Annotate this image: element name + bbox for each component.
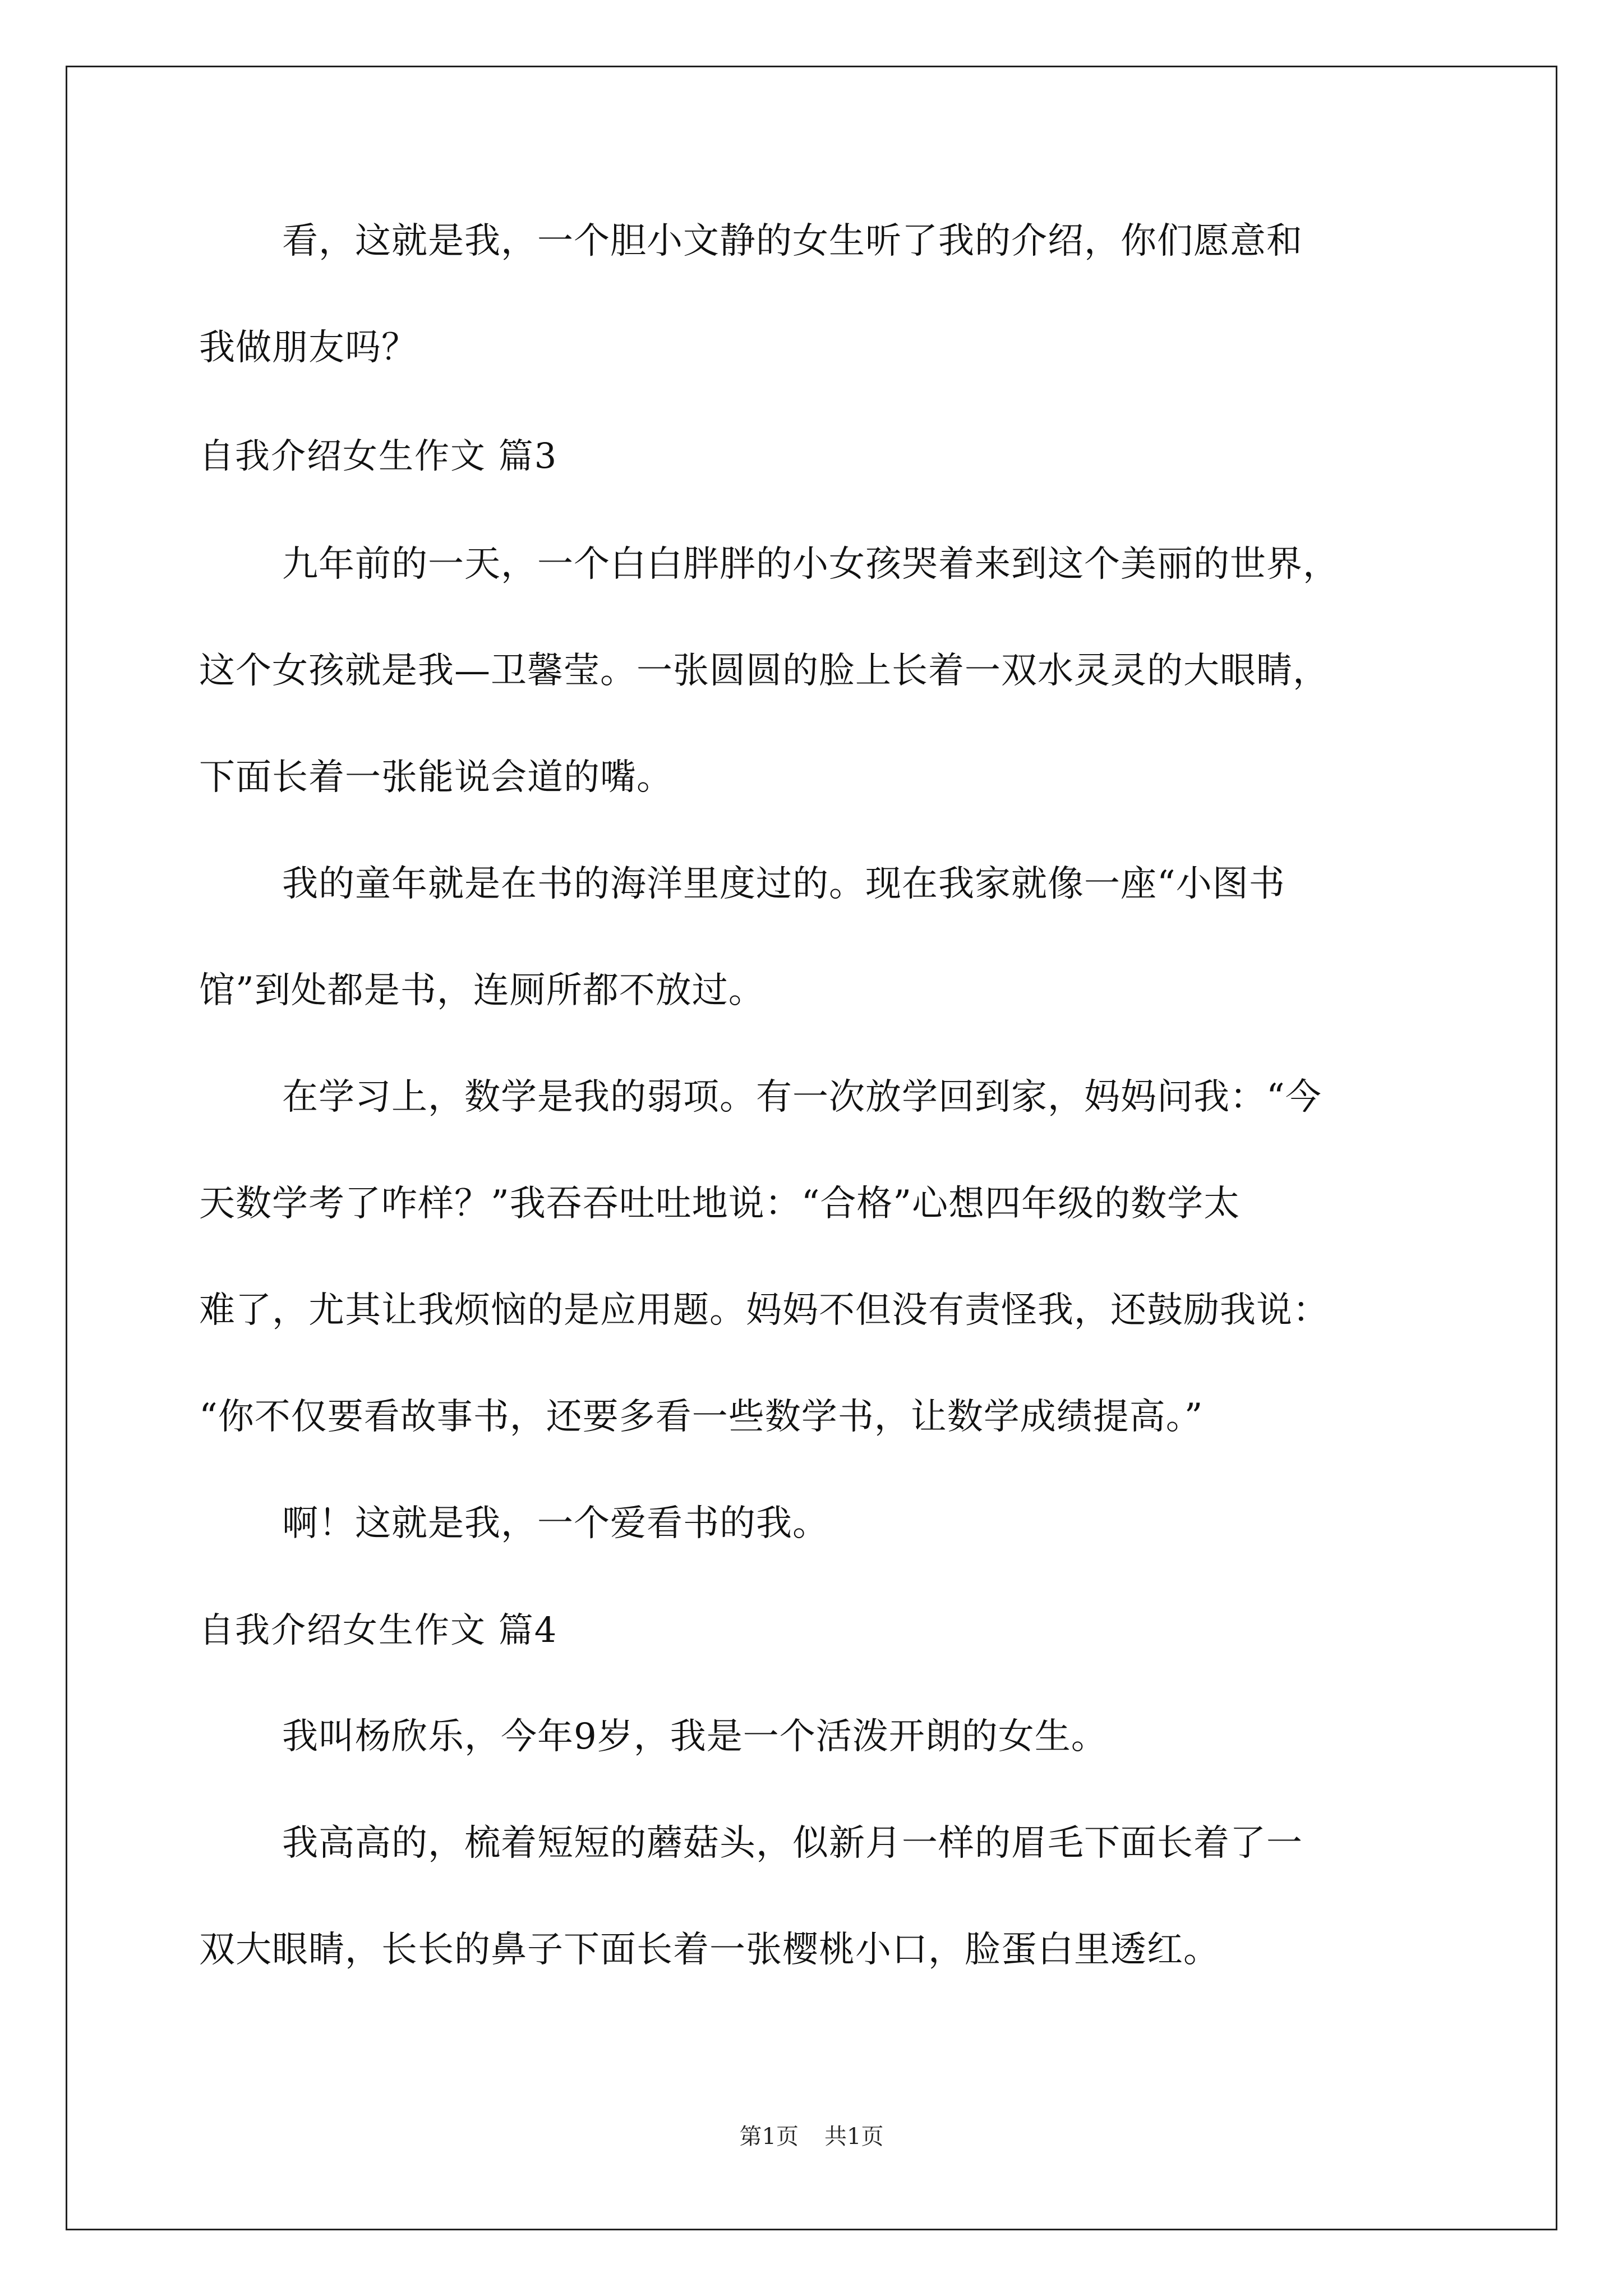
- paragraph-line: 在学习上，数学是我的弱项。有一次放学回到家，妈妈问我：“今: [282, 1076, 1322, 1118]
- paragraph-line: 这个女孩就是我—卫馨莹。一张圆圆的脸上长着一双水灵灵的大眼睛，: [199, 650, 1329, 692]
- page-number-current: 第1页: [739, 2124, 799, 2150]
- paragraph-line: 难了，尤其让我烦恼的是应用题。妈妈不但没有责怪我，还鼓励我说：: [199, 1290, 1329, 1331]
- paragraph-line: 我做朋友吗？: [199, 327, 418, 369]
- section-heading: 自我介绍女生作文 篇4: [199, 1609, 558, 1650]
- paragraph-line: 馆”到处都是书，连厕所都不放过。: [199, 970, 765, 1011]
- paragraph-line: 我高高的，梳着短短的蘑菇头，似新月一样的眉毛下面长着了一: [282, 1823, 1303, 1864]
- paragraph-line: 我的童年就是在书的海洋里度过的。现在我家就像一座“小图书: [282, 863, 1285, 905]
- paragraph-line: 看，这就是我，一个胆小文静的女生听了我的介绍，你们愿意和: [282, 220, 1303, 262]
- page-footer: [0, 2123, 1623, 2151]
- paragraph-line: 双大眼睛，长长的鼻子下面长着一张樱桃小口，脸蛋白里透红。: [199, 1929, 1220, 1971]
- section-heading: 自我介绍女生作文 篇3: [199, 435, 558, 476]
- paragraph-line: 下面长着一张能说会道的嘴。: [199, 757, 673, 798]
- paragraph-line: 九年前的一天，一个白白胖胖的小女孩哭着来到这个美丽的世界，: [282, 544, 1339, 585]
- paragraph-line: 天数学考了咋样？”我吞吞吐吐地说：“合格”心想四年级的数学太: [199, 1183, 1241, 1225]
- page-number-total: 共1页: [824, 2124, 884, 2150]
- page-border: [66, 66, 1557, 2230]
- paragraph-line: 啊！这就是我，一个爱看书的我。: [282, 1503, 829, 1544]
- paragraph-line: 我叫杨欣乐，今年9岁，我是一个活泼开朗的女生。: [282, 1716, 1108, 1757]
- paragraph-line: “你不仅要看故事书，还要多看一些数学书，让数学成绩提高。”: [199, 1396, 1204, 1438]
